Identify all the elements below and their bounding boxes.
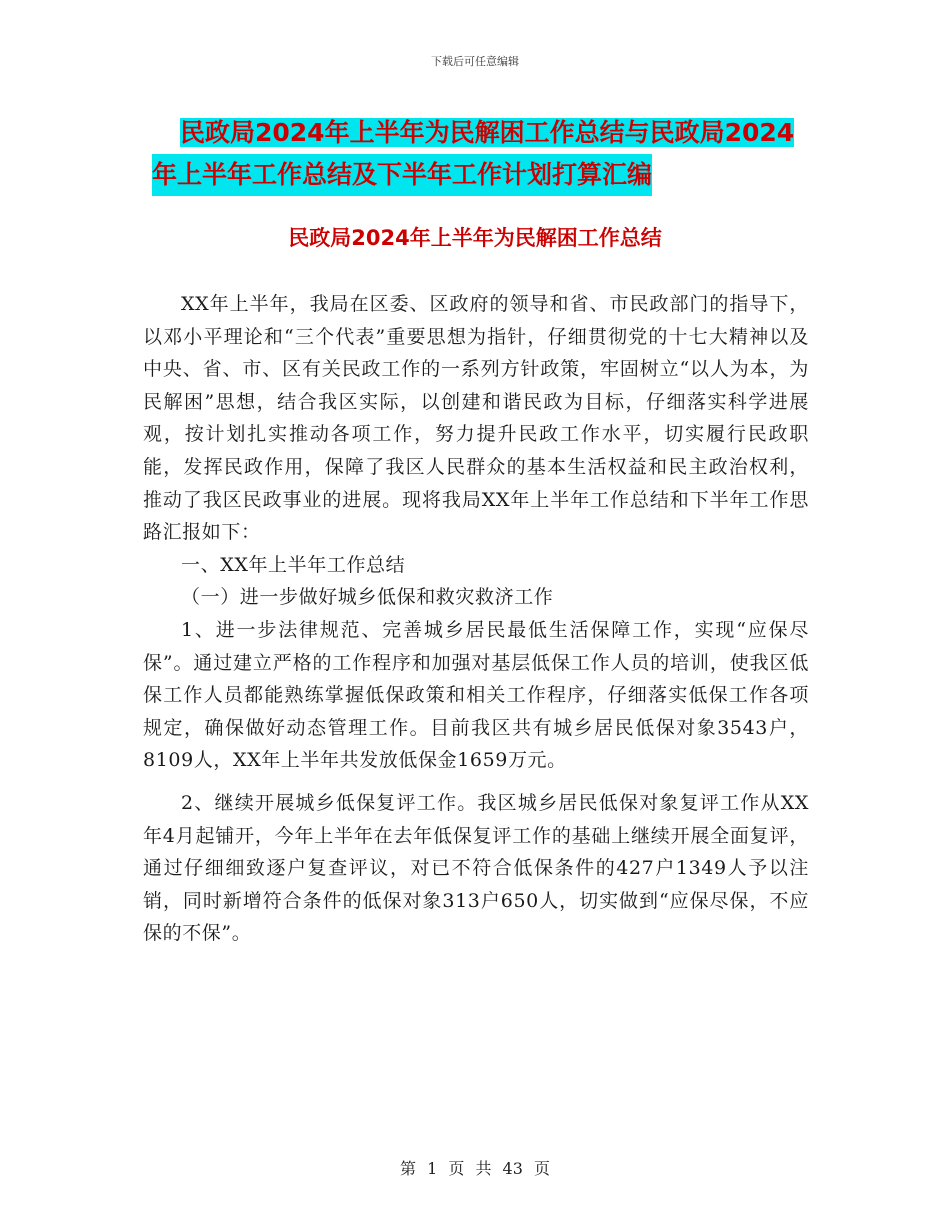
main-title-line-1: 民政局2024年上半年为民解困工作总结与民政局2024 [180,118,795,147]
paragraph-item-1: 1、进一步法律规范、完善城乡居民最低生活保障工作，实现“应保尽保”。通过建立严格的工作程序和加强对基层低保工作人员的培训，使我区低保工作人员都能熟练掌握低保政策和相关工作程序，仔细落实低保工作各项规定，确保做好动态管理工作。目前我区共有城乡居民低保对象3543户，8109人，XX年上半年共发放低保金1659万元。 [143,618,809,772]
paragraph-item-2: 2、继续开展城乡低保复评工作。我区城乡居民低保对象复评工作从XX年4月起铺开，今年上半年在去年低保复评工作的基础上继续开展全面复评，通过仔细细致逐户复查评议，对已不符合低保条件的427户1349人予以注销，同时新增符合条件的低保对象313户650人，切实做到“应保尽保，不应保的不保”。 [143,791,809,945]
main-title-line-2: 年上半年工作总结及下半年工作计划打算汇编 [152,154,652,196]
page-indicator: 第 1 页 共 43 页 [400,1159,550,1178]
paragraph-heading-1: 一、XX年上半年工作总结 [181,553,406,576]
header-note: 下载后可任意编辑 [431,55,519,68]
body-text [143,288,809,950]
paragraph-subheading-1: （一）进一步做好城乡低保和救灾救济工作 [181,586,554,609]
paragraph-intro: XX年上半年，我局在区委、区政府的领导和省、市民政部门的指导下，以邓小平理论和“三个代表”重要思想为指针，仔细贯彻党的十七大精神以及中央、省、市、区有关民政工作的一系列方针政策，牢固树立“以人为本，为民解困”思想，结合我区实际，以创建和谐民政为目标，仔细落实科学进展观，按计划扎实推动各项工作，努力提升民政工作水平，切实履行民政职能，发挥民政作用，保障了我区人民群众的基本生活权益和民主政治权利，推动了我区民政事业的进展。现将我局XX年上半年工作总结和下半年工作思路汇报如下： [143,293,809,544]
main-title [152,112,820,196]
section-title: 民政局2024年上半年为民解困工作总结 [288,226,662,250]
